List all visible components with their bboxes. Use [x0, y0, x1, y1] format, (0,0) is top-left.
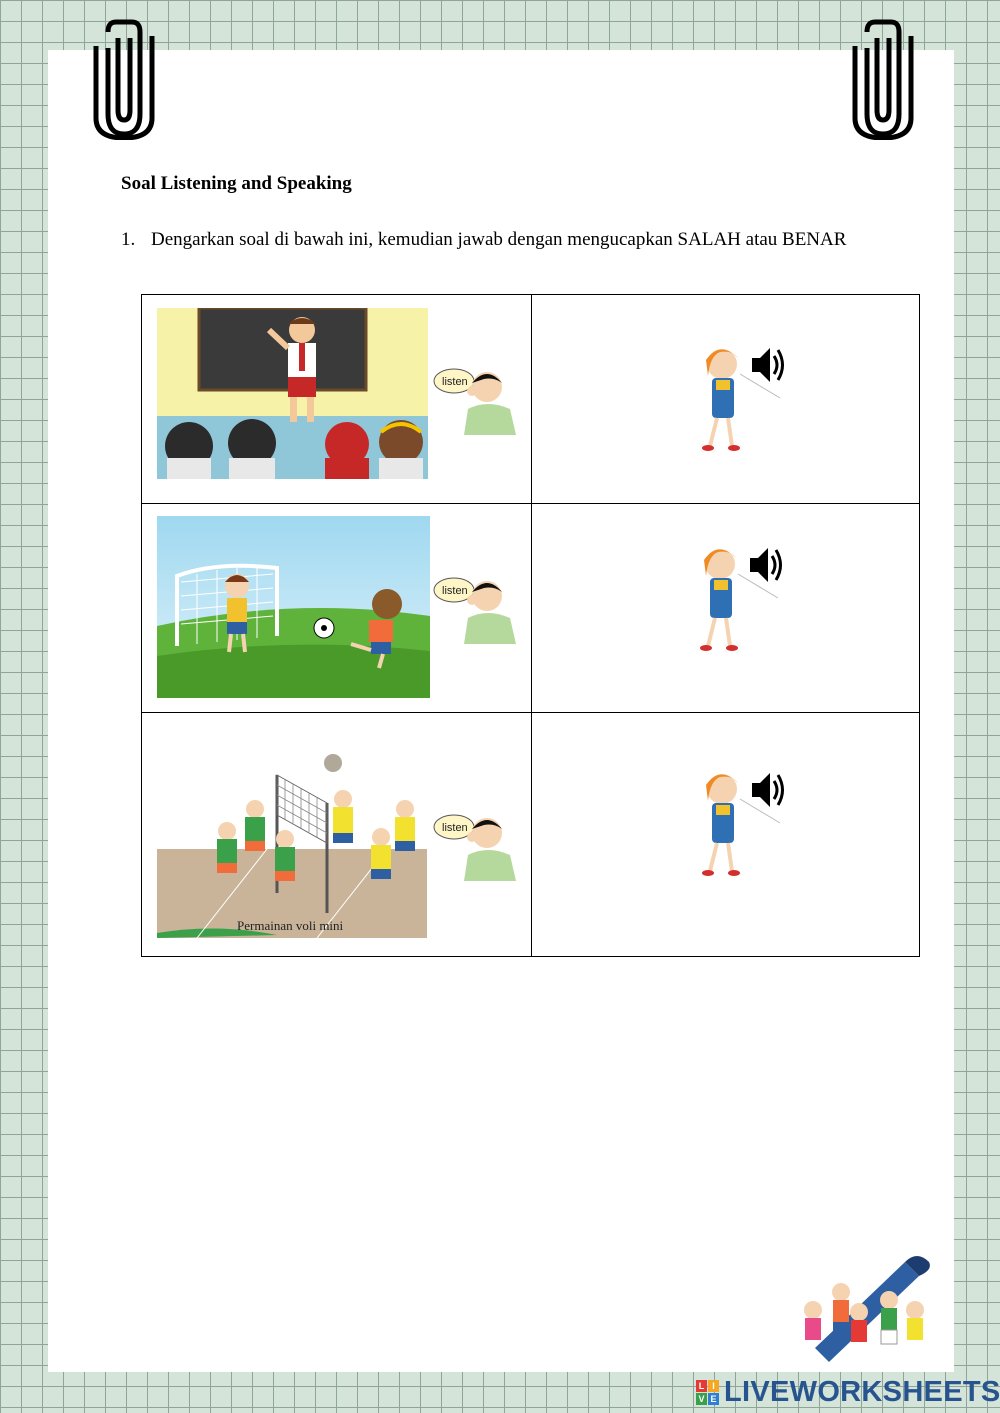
question-number: 1. — [121, 229, 136, 250]
column-divider — [531, 713, 532, 956]
speaker-button[interactable] — [690, 765, 786, 879]
question-1 — [121, 223, 878, 257]
listen-label: listen — [442, 376, 468, 388]
paperclip-icon — [851, 18, 915, 140]
column-divider — [531, 504, 532, 712]
speaker-button[interactable] — [690, 340, 786, 454]
paperclip-icon — [92, 18, 156, 140]
question-text: Dengarkan soal di bawah ini, kemudian jawab dengan mengucapkan SALAH atau BENAR — [151, 229, 847, 250]
question-row — [142, 713, 919, 956]
question-row — [142, 295, 919, 504]
question-table — [141, 294, 920, 957]
kids-carrying-pencil-illustration — [795, 1252, 943, 1362]
classroom-scene-image — [157, 308, 428, 479]
listening-boy-icon — [432, 574, 524, 646]
listen-label: listen — [442, 585, 468, 597]
speaker-icon — [750, 548, 768, 582]
volleyball-scene-image — [157, 753, 427, 938]
listening-boy-icon — [432, 365, 524, 437]
speaker-button[interactable] — [688, 540, 784, 654]
speaker-icon — [752, 348, 770, 382]
listen-label: listen — [442, 822, 468, 834]
speaker-icon — [752, 773, 770, 807]
scene-caption: Permainan voli mini — [237, 918, 344, 933]
live-badge-icon: L I V E — [696, 1380, 720, 1406]
column-divider — [531, 295, 532, 503]
listening-boy-icon — [432, 811, 524, 883]
question-row — [142, 504, 919, 713]
worksheet-title: Soal Listening and Speaking — [121, 173, 352, 194]
soccer-scene-image — [157, 516, 430, 698]
liveworksheets-wordmark: LIVEWORKSHEETS — [724, 1376, 1000, 1408]
